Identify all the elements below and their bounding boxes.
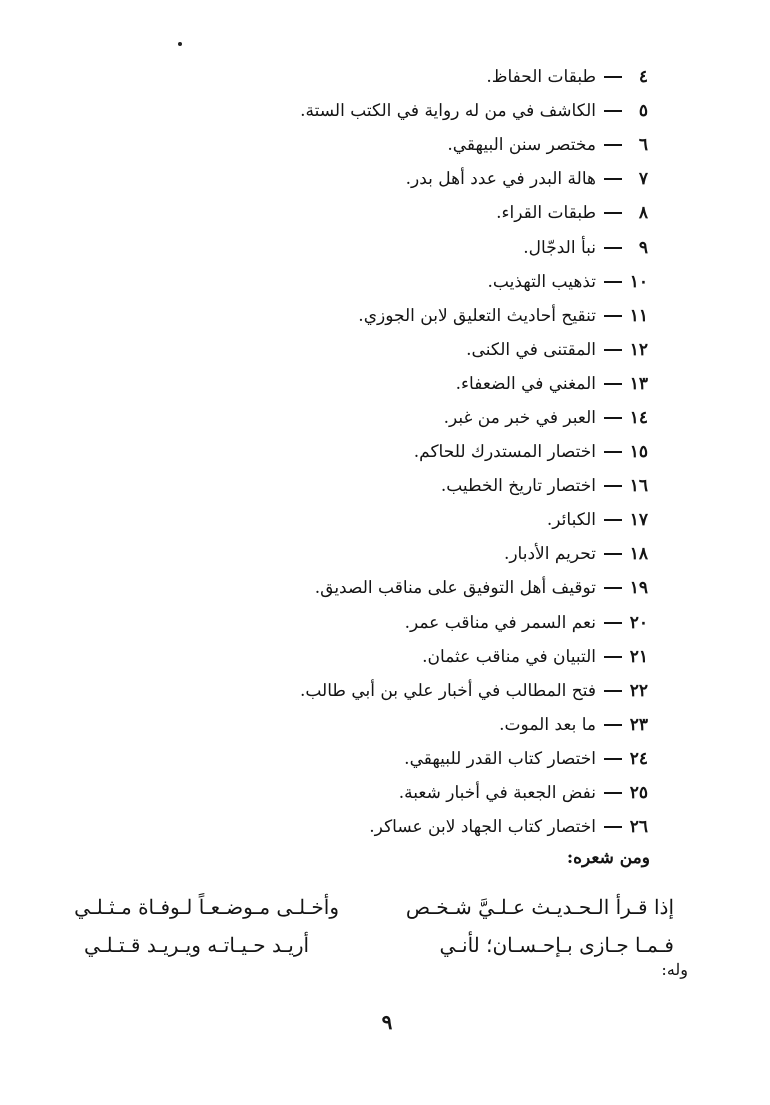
list-item (88, 162, 648, 196)
dash-separator (604, 485, 622, 487)
dash-separator (604, 349, 622, 351)
item-number: ١٨ (629, 544, 648, 565)
list-item (88, 571, 648, 605)
item-title: العبر في خبر من غبر. (443, 407, 596, 428)
dash-separator (604, 383, 622, 385)
list-item (88, 401, 648, 435)
dash-separator (604, 144, 622, 146)
item-title: اختصار تاريخ الخطيب. (440, 476, 596, 497)
also-label: وله: (661, 960, 688, 979)
dash-separator (604, 417, 622, 419)
item-number: ٢٤ (629, 748, 648, 769)
dash-separator (604, 553, 622, 555)
list-item (88, 230, 648, 264)
item-title: ما بعد الموت. (499, 714, 596, 735)
poetry-heading: ومن شعره: (566, 848, 650, 868)
list-item (88, 606, 648, 640)
item-title: هالة البدر في عدد أهل بدر. (405, 169, 596, 190)
item-number: ١٣ (629, 373, 648, 394)
list-item (88, 810, 648, 844)
item-title: التبيان في مناقب عثمان. (422, 646, 596, 667)
dash-separator (604, 110, 622, 112)
list-item (88, 708, 648, 742)
list-item (88, 537, 648, 571)
dash-separator (604, 281, 622, 283)
item-number: ٢٥ (629, 783, 648, 804)
list-item (88, 94, 648, 128)
item-number: ٢٢ (629, 680, 648, 701)
item-number: ١٢ (629, 339, 648, 360)
item-title: مختصر سنن البيهقي. (447, 135, 596, 156)
list-item (88, 367, 648, 401)
item-number: ٢١ (629, 646, 648, 667)
item-number: ٢٠ (629, 612, 648, 633)
dash-separator (604, 451, 622, 453)
item-number: ٧ (638, 169, 648, 190)
list-item (88, 503, 648, 537)
poem-second-hemistich: وأخـلـى مـوضـعـاً لـوفـاة مـثـلـي (74, 895, 339, 919)
item-title: اختصار كتاب القدر للبيهقي. (404, 748, 596, 769)
item-number: ٢٣ (629, 714, 648, 735)
list-item (88, 469, 648, 503)
item-title: اختصار كتاب الجهاد لابن عساكر. (369, 817, 596, 838)
item-title: نعم السمر في مناقب عمر. (404, 612, 596, 633)
item-number: ١٦ (629, 476, 648, 497)
item-title: طبقات القراء. (496, 203, 596, 224)
item-number: ٨ (638, 203, 648, 224)
item-number: ١٥ (629, 442, 648, 463)
item-title: طبقات الحفاظ. (486, 67, 596, 88)
item-title: المغني في الضعفاء. (455, 373, 596, 394)
dash-separator (604, 690, 622, 692)
list-item (88, 265, 648, 299)
ink-speck (178, 42, 182, 46)
item-title: المقتنى في الكنى. (466, 339, 596, 360)
item-number: ٩ (638, 237, 648, 258)
dash-separator (604, 315, 622, 317)
list-item (88, 435, 648, 469)
list-item (88, 299, 648, 333)
item-title: نبأ الدجّال. (523, 237, 596, 258)
item-title: تذهيب التهذيب. (487, 271, 596, 292)
dash-separator (604, 826, 622, 828)
poem (74, 888, 674, 964)
item-title: تحريم الأدبار. (503, 544, 596, 565)
dash-separator (604, 587, 622, 589)
list-item (88, 776, 648, 810)
item-number: ١٠ (629, 271, 648, 292)
dash-separator (604, 247, 622, 249)
item-number: ١٩ (629, 578, 648, 599)
poem-second-hemistich: أريـد حـيـاتـه ويـريـد قـتـلـي (84, 933, 310, 957)
item-title: الكبائر. (546, 510, 596, 531)
page-number: ٩ (381, 1010, 393, 1034)
item-title: تنقيح أحاديث التعليق لابن الجوزي. (358, 305, 596, 326)
poem-verse (74, 888, 674, 926)
item-title: اختصار المستدرك للحاكم. (413, 442, 596, 463)
poem-verse (84, 926, 674, 964)
item-number: ٤ (638, 67, 648, 88)
dash-separator (604, 76, 622, 78)
dash-separator (604, 519, 622, 521)
item-number: ١٤ (629, 407, 648, 428)
dash-separator (604, 622, 622, 624)
list-item (88, 60, 648, 94)
works-list (88, 60, 648, 844)
poem-first-hemistich: فـمـا جـازى بـإحـسـان؛ لأنـي (439, 933, 674, 957)
dash-separator (604, 212, 622, 214)
list-item (88, 333, 648, 367)
item-title: الكاشف في من له رواية في الكتب الستة. (300, 101, 596, 122)
list-item (88, 640, 648, 674)
item-number: ٦ (638, 135, 648, 156)
poem-first-hemistich: إذا قـرأ الـحـديـث عـلـيَّ شـخـص (405, 895, 674, 919)
item-number: ٢٦ (629, 817, 648, 838)
dash-separator (604, 178, 622, 180)
dash-separator (604, 758, 622, 760)
dash-separator (604, 724, 622, 726)
item-title: فتح المطالب في أخبار علي بن أبي طالب. (299, 680, 596, 701)
item-number: ١٧ (629, 510, 648, 531)
list-item (88, 128, 648, 162)
list-item (88, 674, 648, 708)
dash-separator (604, 656, 622, 658)
list-item (88, 742, 648, 776)
item-number: ٥ (638, 101, 648, 122)
item-number: ١١ (629, 305, 648, 326)
list-item (88, 196, 648, 230)
item-title: توقيف أهل التوفيق على مناقب الصديق. (314, 578, 596, 599)
item-title: نفض الجعبة في أخبار شعبة. (398, 783, 596, 804)
dash-separator (604, 792, 622, 794)
